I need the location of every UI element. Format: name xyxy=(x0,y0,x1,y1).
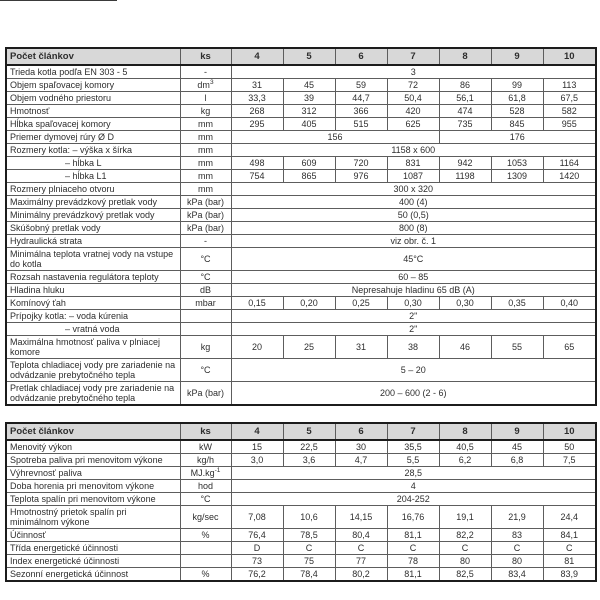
row-label: Hladina hluku xyxy=(6,284,180,297)
table-row xyxy=(6,568,596,582)
row-value: 3,6 xyxy=(283,454,335,467)
row-unit-cell xyxy=(180,209,231,222)
row-unit-cell xyxy=(180,454,231,467)
row-value: C xyxy=(543,542,596,555)
column-header-label: Počet článkov xyxy=(6,48,180,65)
unit-text: mm xyxy=(198,171,213,181)
row-unit-cell xyxy=(180,555,231,568)
row-value: D xyxy=(231,542,283,555)
table-row xyxy=(6,542,596,555)
table-row xyxy=(6,248,596,271)
row-value: 754 xyxy=(231,170,283,183)
row-label: Maximálna hmotnosť paliva v plniacej komore xyxy=(6,336,180,359)
row-value: 25 xyxy=(283,336,335,359)
row-value: 83,9 xyxy=(543,568,596,582)
row-unit-cell xyxy=(180,235,231,248)
row-unit-cell xyxy=(180,310,231,323)
table-row xyxy=(6,493,596,506)
row-value: 86 xyxy=(439,79,491,92)
column-header-unit: ks xyxy=(180,48,231,65)
table-row xyxy=(6,79,596,92)
unit-text: - xyxy=(204,67,207,77)
row-label: Spotreba paliva pri menovitom výkone xyxy=(6,454,180,467)
row-label: Maximálny prevádzkový pretlak vody xyxy=(6,196,180,209)
row-value: 528 xyxy=(491,105,543,118)
unit-text: kg/h xyxy=(196,455,214,465)
row-value: 39 xyxy=(283,92,335,105)
row-value: 20 xyxy=(231,336,283,359)
row-value: 976 xyxy=(335,170,387,183)
unit-text: kg xyxy=(200,342,211,352)
row-value-merged: 2" xyxy=(231,323,596,336)
row-label: Třída energetické účinnosti xyxy=(6,542,180,555)
table-row xyxy=(6,144,596,157)
row-value: 75 xyxy=(283,555,335,568)
unit-text: MJ.kg xyxy=(190,468,215,478)
row-value: 76,4 xyxy=(231,529,283,542)
row-value: 831 xyxy=(387,157,439,170)
row-value-merged: 400 (4) xyxy=(231,196,596,209)
column-header-9: 9 xyxy=(491,423,543,440)
row-value: C xyxy=(491,542,543,555)
row-value-merged: 5 – 20 xyxy=(231,359,596,382)
row-label: – hĺbka L1 xyxy=(6,170,180,183)
column-header-unit: ks xyxy=(180,423,231,440)
table-row xyxy=(6,157,596,170)
unit-text: dB xyxy=(199,285,211,295)
row-value: 498 xyxy=(231,157,283,170)
row-value: 0,30 xyxy=(439,297,491,310)
column-header-label: Počet článkov xyxy=(6,423,180,440)
row-value: 312 xyxy=(283,105,335,118)
unit-text: kW xyxy=(199,442,212,452)
row-value-merged: 204-252 xyxy=(231,493,596,506)
table-header-row xyxy=(6,48,596,65)
row-label: Trieda kotla podľa EN 303 - 5 xyxy=(6,65,180,79)
row-value-merged: 28,5 xyxy=(231,467,596,480)
row-value: 0,30 xyxy=(387,297,439,310)
row-unit-cell xyxy=(180,65,231,79)
row-value: 474 xyxy=(439,105,491,118)
row-value: 295 xyxy=(231,118,283,131)
row-unit-cell xyxy=(180,382,231,406)
unit-text: kPa (bar) xyxy=(186,210,224,220)
row-value: 735 xyxy=(439,118,491,131)
row-value: 0,20 xyxy=(283,297,335,310)
row-label: Rozmery kotla: – výška x šírka xyxy=(6,144,180,157)
row-unit-cell xyxy=(180,271,231,284)
unit-text: % xyxy=(201,530,210,540)
table-row xyxy=(6,170,596,183)
row-value: 78,4 xyxy=(283,568,335,582)
row-value: 33,3 xyxy=(231,92,283,105)
unit-text: % xyxy=(201,569,210,579)
row-unit-cell xyxy=(180,493,231,506)
column-header-10: 10 xyxy=(543,48,596,65)
boiler-performance-table xyxy=(5,422,597,582)
row-label: Menovitý výkon xyxy=(6,440,180,454)
unit-text: kPa (bar) xyxy=(186,197,224,207)
row-value-merged: 1158 x 600 xyxy=(231,144,596,157)
row-label: Komínový ťah xyxy=(6,297,180,310)
row-value: 46 xyxy=(439,336,491,359)
row-value: 10,6 xyxy=(283,506,335,529)
row-value: 45 xyxy=(283,79,335,92)
row-unit-cell xyxy=(180,157,231,170)
row-label: Rozmery plniaceho otvoru xyxy=(6,183,180,196)
unit-text: dm xyxy=(197,80,210,90)
table-row xyxy=(6,506,596,529)
unit-text: °C xyxy=(200,272,211,282)
unit-superscript: -1 xyxy=(214,467,221,474)
row-value-group: 176 xyxy=(439,131,596,144)
row-value: 1198 xyxy=(439,170,491,183)
unit-text: mm xyxy=(198,132,213,142)
row-value-merged: 3 xyxy=(231,65,596,79)
row-unit-cell xyxy=(180,79,231,92)
row-unit-cell xyxy=(180,248,231,271)
table-row xyxy=(6,105,596,118)
row-value: 78 xyxy=(387,555,439,568)
row-value: 80,2 xyxy=(335,568,387,582)
row-label: Skúšobný pretlak vody xyxy=(6,222,180,235)
unit-text: °C xyxy=(200,365,211,375)
row-unit-cell xyxy=(180,440,231,454)
row-value: 44,7 xyxy=(335,92,387,105)
unit-text: hod xyxy=(197,481,214,491)
row-value: C xyxy=(283,542,335,555)
row-value-group: 156 xyxy=(231,131,439,144)
table-row xyxy=(6,480,596,493)
column-header-6: 6 xyxy=(335,48,387,65)
row-label: Hĺbka spaľovacej komory xyxy=(6,118,180,131)
row-value: 80 xyxy=(439,555,491,568)
row-label: Prípojky kotla: – voda kúrenia xyxy=(6,310,180,323)
table-row xyxy=(6,336,596,359)
row-label: – hĺbka L xyxy=(6,157,180,170)
row-value: 40,5 xyxy=(439,440,491,454)
row-label: Priemer dymovej rúry Ø D xyxy=(6,131,180,144)
row-value: 515 xyxy=(335,118,387,131)
row-value: 83 xyxy=(491,529,543,542)
row-value-merged: 50 (0,5) xyxy=(231,209,596,222)
column-header-8: 8 xyxy=(439,48,491,65)
row-label: Index energetické účinnosti xyxy=(6,555,180,568)
unit-text: mm xyxy=(198,145,213,155)
row-value: 22,5 xyxy=(283,440,335,454)
row-value: 268 xyxy=(231,105,283,118)
unit-text: °C xyxy=(200,494,211,504)
row-value-merged: viz obr. č. 1 xyxy=(231,235,596,248)
row-value: 24,4 xyxy=(543,506,596,529)
row-value: 83,4 xyxy=(491,568,543,582)
row-value: 77 xyxy=(335,555,387,568)
row-value: 81,1 xyxy=(387,529,439,542)
row-value: 6,2 xyxy=(439,454,491,467)
table-row xyxy=(6,529,596,542)
row-value: 845 xyxy=(491,118,543,131)
row-value: 55 xyxy=(491,336,543,359)
unit-superscript: 3 xyxy=(209,79,214,86)
row-value: 5,5 xyxy=(387,454,439,467)
row-value: 30 xyxy=(335,440,387,454)
unit-text: °C xyxy=(200,254,211,264)
row-label: Minimálny prevádzkový pretlak vody xyxy=(6,209,180,222)
unit-text: kPa (bar) xyxy=(186,223,224,233)
row-value: 0,15 xyxy=(231,297,283,310)
table-row xyxy=(6,467,596,480)
row-value: 76,2 xyxy=(231,568,283,582)
row-unit-cell xyxy=(180,92,231,105)
table-row xyxy=(6,271,596,284)
unit-text: kPa (bar) xyxy=(186,388,224,398)
table-row xyxy=(6,454,596,467)
table-row xyxy=(6,92,596,105)
table-row xyxy=(6,131,596,144)
row-unit-cell xyxy=(180,144,231,157)
row-label: Účinnosť xyxy=(6,529,180,542)
row-value: 81,1 xyxy=(387,568,439,582)
row-value: 7,5 xyxy=(543,454,596,467)
row-value: 3,0 xyxy=(231,454,283,467)
row-value: 45 xyxy=(491,440,543,454)
table-row xyxy=(6,196,596,209)
row-value: 366 xyxy=(335,105,387,118)
row-label: Výhrevnosť paliva xyxy=(6,467,180,480)
row-unit-cell xyxy=(180,131,231,144)
row-value: 72 xyxy=(387,79,439,92)
row-unit-cell xyxy=(180,297,231,310)
row-value: 942 xyxy=(439,157,491,170)
table-row xyxy=(6,297,596,310)
row-unit-cell xyxy=(180,506,231,529)
table-row xyxy=(6,183,596,196)
row-value: 82,2 xyxy=(439,529,491,542)
row-value: 31 xyxy=(231,79,283,92)
table-row xyxy=(6,382,596,406)
row-value-merged: 45°C xyxy=(231,248,596,271)
row-value: 56,1 xyxy=(439,92,491,105)
row-value: 61,8 xyxy=(491,92,543,105)
unit-text: kg/sec xyxy=(192,512,219,522)
row-value: 113 xyxy=(543,79,596,92)
row-value-merged: 300 x 320 xyxy=(231,183,596,196)
row-unit-cell xyxy=(180,183,231,196)
row-value: 65 xyxy=(543,336,596,359)
unit-text: mbar xyxy=(195,298,216,308)
row-value: 82,5 xyxy=(439,568,491,582)
row-value: 38 xyxy=(387,336,439,359)
row-unit-cell xyxy=(180,170,231,183)
column-header-4: 4 xyxy=(231,423,283,440)
row-value: 0,40 xyxy=(543,297,596,310)
column-header-5: 5 xyxy=(283,48,335,65)
row-label: Teplota chladiacej vody pre zariadenie na odvádzanie prebytočného tepla xyxy=(6,359,180,382)
row-label: Hmotnostný prietok spalín pri minimálnom výkone xyxy=(6,506,180,529)
row-value: 84,1 xyxy=(543,529,596,542)
row-value: 7,08 xyxy=(231,506,283,529)
unit-text: mm xyxy=(198,119,213,129)
row-value: 6,8 xyxy=(491,454,543,467)
row-value: 582 xyxy=(543,105,596,118)
column-header-9: 9 xyxy=(491,48,543,65)
row-label: Rozsah nastavenia regulátora teploty xyxy=(6,271,180,284)
row-unit-cell xyxy=(180,222,231,235)
table-row xyxy=(6,65,596,79)
table-row xyxy=(6,310,596,323)
row-label: Doba horenia pri menovitom výkone xyxy=(6,480,180,493)
boiler-dimensions-table xyxy=(5,47,597,406)
row-unit-cell xyxy=(180,105,231,118)
row-value: 35,5 xyxy=(387,440,439,454)
row-value: 19,1 xyxy=(439,506,491,529)
row-label: Objem spaľovacej komory xyxy=(6,79,180,92)
row-value: 80,4 xyxy=(335,529,387,542)
row-label: Hydraulická strata xyxy=(6,235,180,248)
row-unit-cell xyxy=(180,529,231,542)
row-label: Minimálna teplota vratnej vody na vstupe do kotla xyxy=(6,248,180,271)
row-unit-cell xyxy=(180,196,231,209)
column-header-5: 5 xyxy=(283,423,335,440)
row-value: C xyxy=(387,542,439,555)
row-value-merged: 4 xyxy=(231,480,596,493)
row-value: 50,4 xyxy=(387,92,439,105)
row-value: 81 xyxy=(543,555,596,568)
row-unit-cell xyxy=(180,480,231,493)
row-value: 21,9 xyxy=(491,506,543,529)
column-header-7: 7 xyxy=(387,423,439,440)
column-header-6: 6 xyxy=(335,423,387,440)
row-value: 955 xyxy=(543,118,596,131)
column-header-7: 7 xyxy=(387,48,439,65)
unit-text: - xyxy=(204,236,207,246)
row-unit-cell xyxy=(180,359,231,382)
row-value-merged: 800 (8) xyxy=(231,222,596,235)
row-label: Pretlak chladiacej vody pre zariadenie na odvádzanie prebytočného tepla xyxy=(6,382,180,406)
row-value: 865 xyxy=(283,170,335,183)
column-header-8: 8 xyxy=(439,423,491,440)
row-value: 99 xyxy=(491,79,543,92)
table-row xyxy=(6,222,596,235)
tables-container xyxy=(5,47,597,598)
row-value: 15 xyxy=(231,440,283,454)
row-value-merged: Nepresahuje hladinu 65 dB (A) xyxy=(231,284,596,297)
unit-text: mm xyxy=(198,184,213,194)
unit-text: l xyxy=(204,93,207,103)
row-value: 1420 xyxy=(543,170,596,183)
row-value: C xyxy=(335,542,387,555)
table-row xyxy=(6,323,596,336)
row-label: Sezonní energetická účinnost xyxy=(6,568,180,582)
row-value: 78,5 xyxy=(283,529,335,542)
row-value: 59 xyxy=(335,79,387,92)
row-unit-cell xyxy=(180,118,231,131)
unit-text: mm xyxy=(198,158,213,168)
row-value: 80 xyxy=(491,555,543,568)
row-unit-cell xyxy=(180,467,231,480)
row-unit-cell xyxy=(180,542,231,555)
row-value: 73 xyxy=(231,555,283,568)
row-unit-cell xyxy=(180,336,231,359)
row-value: 405 xyxy=(283,118,335,131)
row-label: Objem vodného priestoru xyxy=(6,92,180,105)
top-edge-line xyxy=(0,0,117,1)
row-label: Teplota spalín pri menovitom výkone xyxy=(6,493,180,506)
row-label: Hmotnosť xyxy=(6,105,180,118)
column-header-10: 10 xyxy=(543,423,596,440)
column-header-4: 4 xyxy=(231,48,283,65)
row-value: 1087 xyxy=(387,170,439,183)
table-row xyxy=(6,359,596,382)
row-value: 420 xyxy=(387,105,439,118)
row-value: 67,5 xyxy=(543,92,596,105)
row-value: 625 xyxy=(387,118,439,131)
row-value-merged: 60 – 85 xyxy=(231,271,596,284)
table-row xyxy=(6,118,596,131)
row-value: C xyxy=(439,542,491,555)
row-value-merged: 200 – 600 (2 - 6) xyxy=(231,382,596,406)
row-value: 1309 xyxy=(491,170,543,183)
row-label: – vratná voda xyxy=(6,323,180,336)
table-header-row xyxy=(6,423,596,440)
table-row xyxy=(6,440,596,454)
row-unit-cell xyxy=(180,323,231,336)
row-value: 609 xyxy=(283,157,335,170)
row-value: 31 xyxy=(335,336,387,359)
row-unit-cell xyxy=(180,284,231,297)
row-value: 14,15 xyxy=(335,506,387,529)
row-value: 16,76 xyxy=(387,506,439,529)
row-value: 1053 xyxy=(491,157,543,170)
row-unit-cell xyxy=(180,568,231,582)
table-row xyxy=(6,209,596,222)
row-value: 50 xyxy=(543,440,596,454)
table-row xyxy=(6,555,596,568)
row-value-merged: 2" xyxy=(231,310,596,323)
row-value: 0,35 xyxy=(491,297,543,310)
row-value: 4,7 xyxy=(335,454,387,467)
row-value: 720 xyxy=(335,157,387,170)
row-value: 0,25 xyxy=(335,297,387,310)
table-row xyxy=(6,235,596,248)
row-value: 1164 xyxy=(543,157,596,170)
unit-text: kg xyxy=(200,106,211,116)
table-row xyxy=(6,284,596,297)
